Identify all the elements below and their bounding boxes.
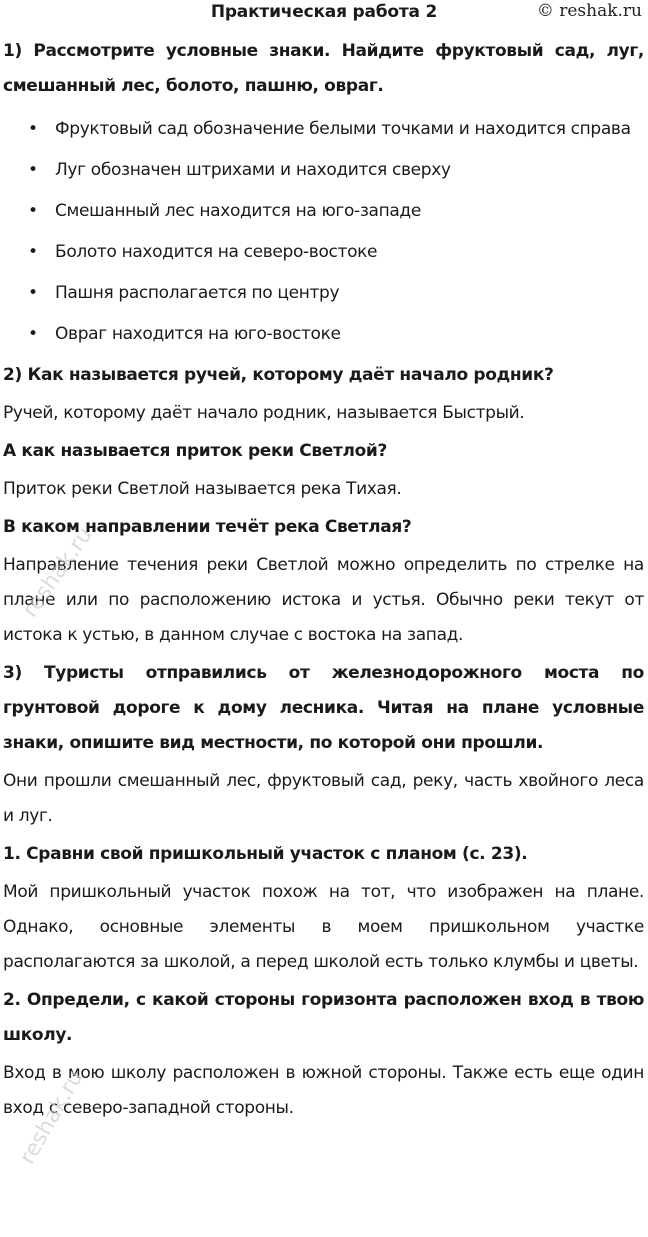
bullet-icon: • [28,242,38,262]
answer-3: Они прошли смешанный лес, фруктовый сад, реку, часть хвойного леса и луг. [3,771,644,826]
watermark: reshak.ru [17,522,98,623]
list-item: • Смешанный лес находится на юго-западе [3,194,644,228]
task-2-answer: Вход в мою школу расположен в южной стороны. Также есть еще один вход с северо-западной стороны. [3,1063,644,1118]
task-1-question: 1. Сравни свой пришкольный участок с планом (с. 23). [3,844,528,864]
list-item: • Фруктовый сад обозначение белыми точками и находится справа [3,112,644,146]
list-item: • Пашня располагается по центру [3,276,644,310]
question-2b: А как называется приток реки Светлой? [3,441,387,461]
list-item: • Овраг находится на юго-востоке [3,317,644,351]
question-3: 3) Туристы отправились от железнодорожного моста по грунтовой дороге к дому лесника. Читая на плане условные знаки, опишите вид местности, по которой они прошли. [3,663,644,753]
bullet-icon: • [28,324,38,344]
answer-2c: Направление течения реки Светлой можно определить по стрелке на плане или по расположению истока и устья. Обычно реки текут от истока к устью, в данном случае с востока на запад. [3,555,644,645]
answer-2b: Приток реки Светлой называется река Тихая. [3,479,402,499]
bullet-icon: • [28,283,38,303]
answer-list-1 [3,112,644,351]
question-1: 1) Рассмотрите условные знаки. Найдите фруктовый сад, луг, смешанный лес, болото, пашню, овраг. [3,41,644,96]
document-title: Практическая работа 2 [210,2,438,22]
watermark: reshak.ru [15,1066,89,1169]
question-2: 2) Как называется ручей, которому даёт начало родник? [3,365,554,385]
document-content [3,34,644,1126]
task-2-question: 2. Определи, с какой стороны горизонта расположен вход в твою школу. [3,990,644,1045]
site-copyright: © reshak.ru [536,1,642,21]
answer-2: Ручей, которому даёт начало родник, называется Быстрый. [3,403,525,423]
list-item: • Болото находится на северо-востоке [3,235,644,269]
bullet-icon: • [28,160,38,180]
bullet-icon: • [28,201,38,221]
question-2c: В каком направлении течёт река Светлая? [3,517,412,537]
task-1-answer: Мой пришкольный участок похож на тот, что изображен на плане. Однако, основные элементы в моем пришкольном участке располагаются за школой, а перед школой есть только клумбы и цветы. [3,882,644,972]
list-item: • Луг обозначен штрихами и находится сверху [3,153,644,187]
bullet-icon: • [28,119,38,139]
